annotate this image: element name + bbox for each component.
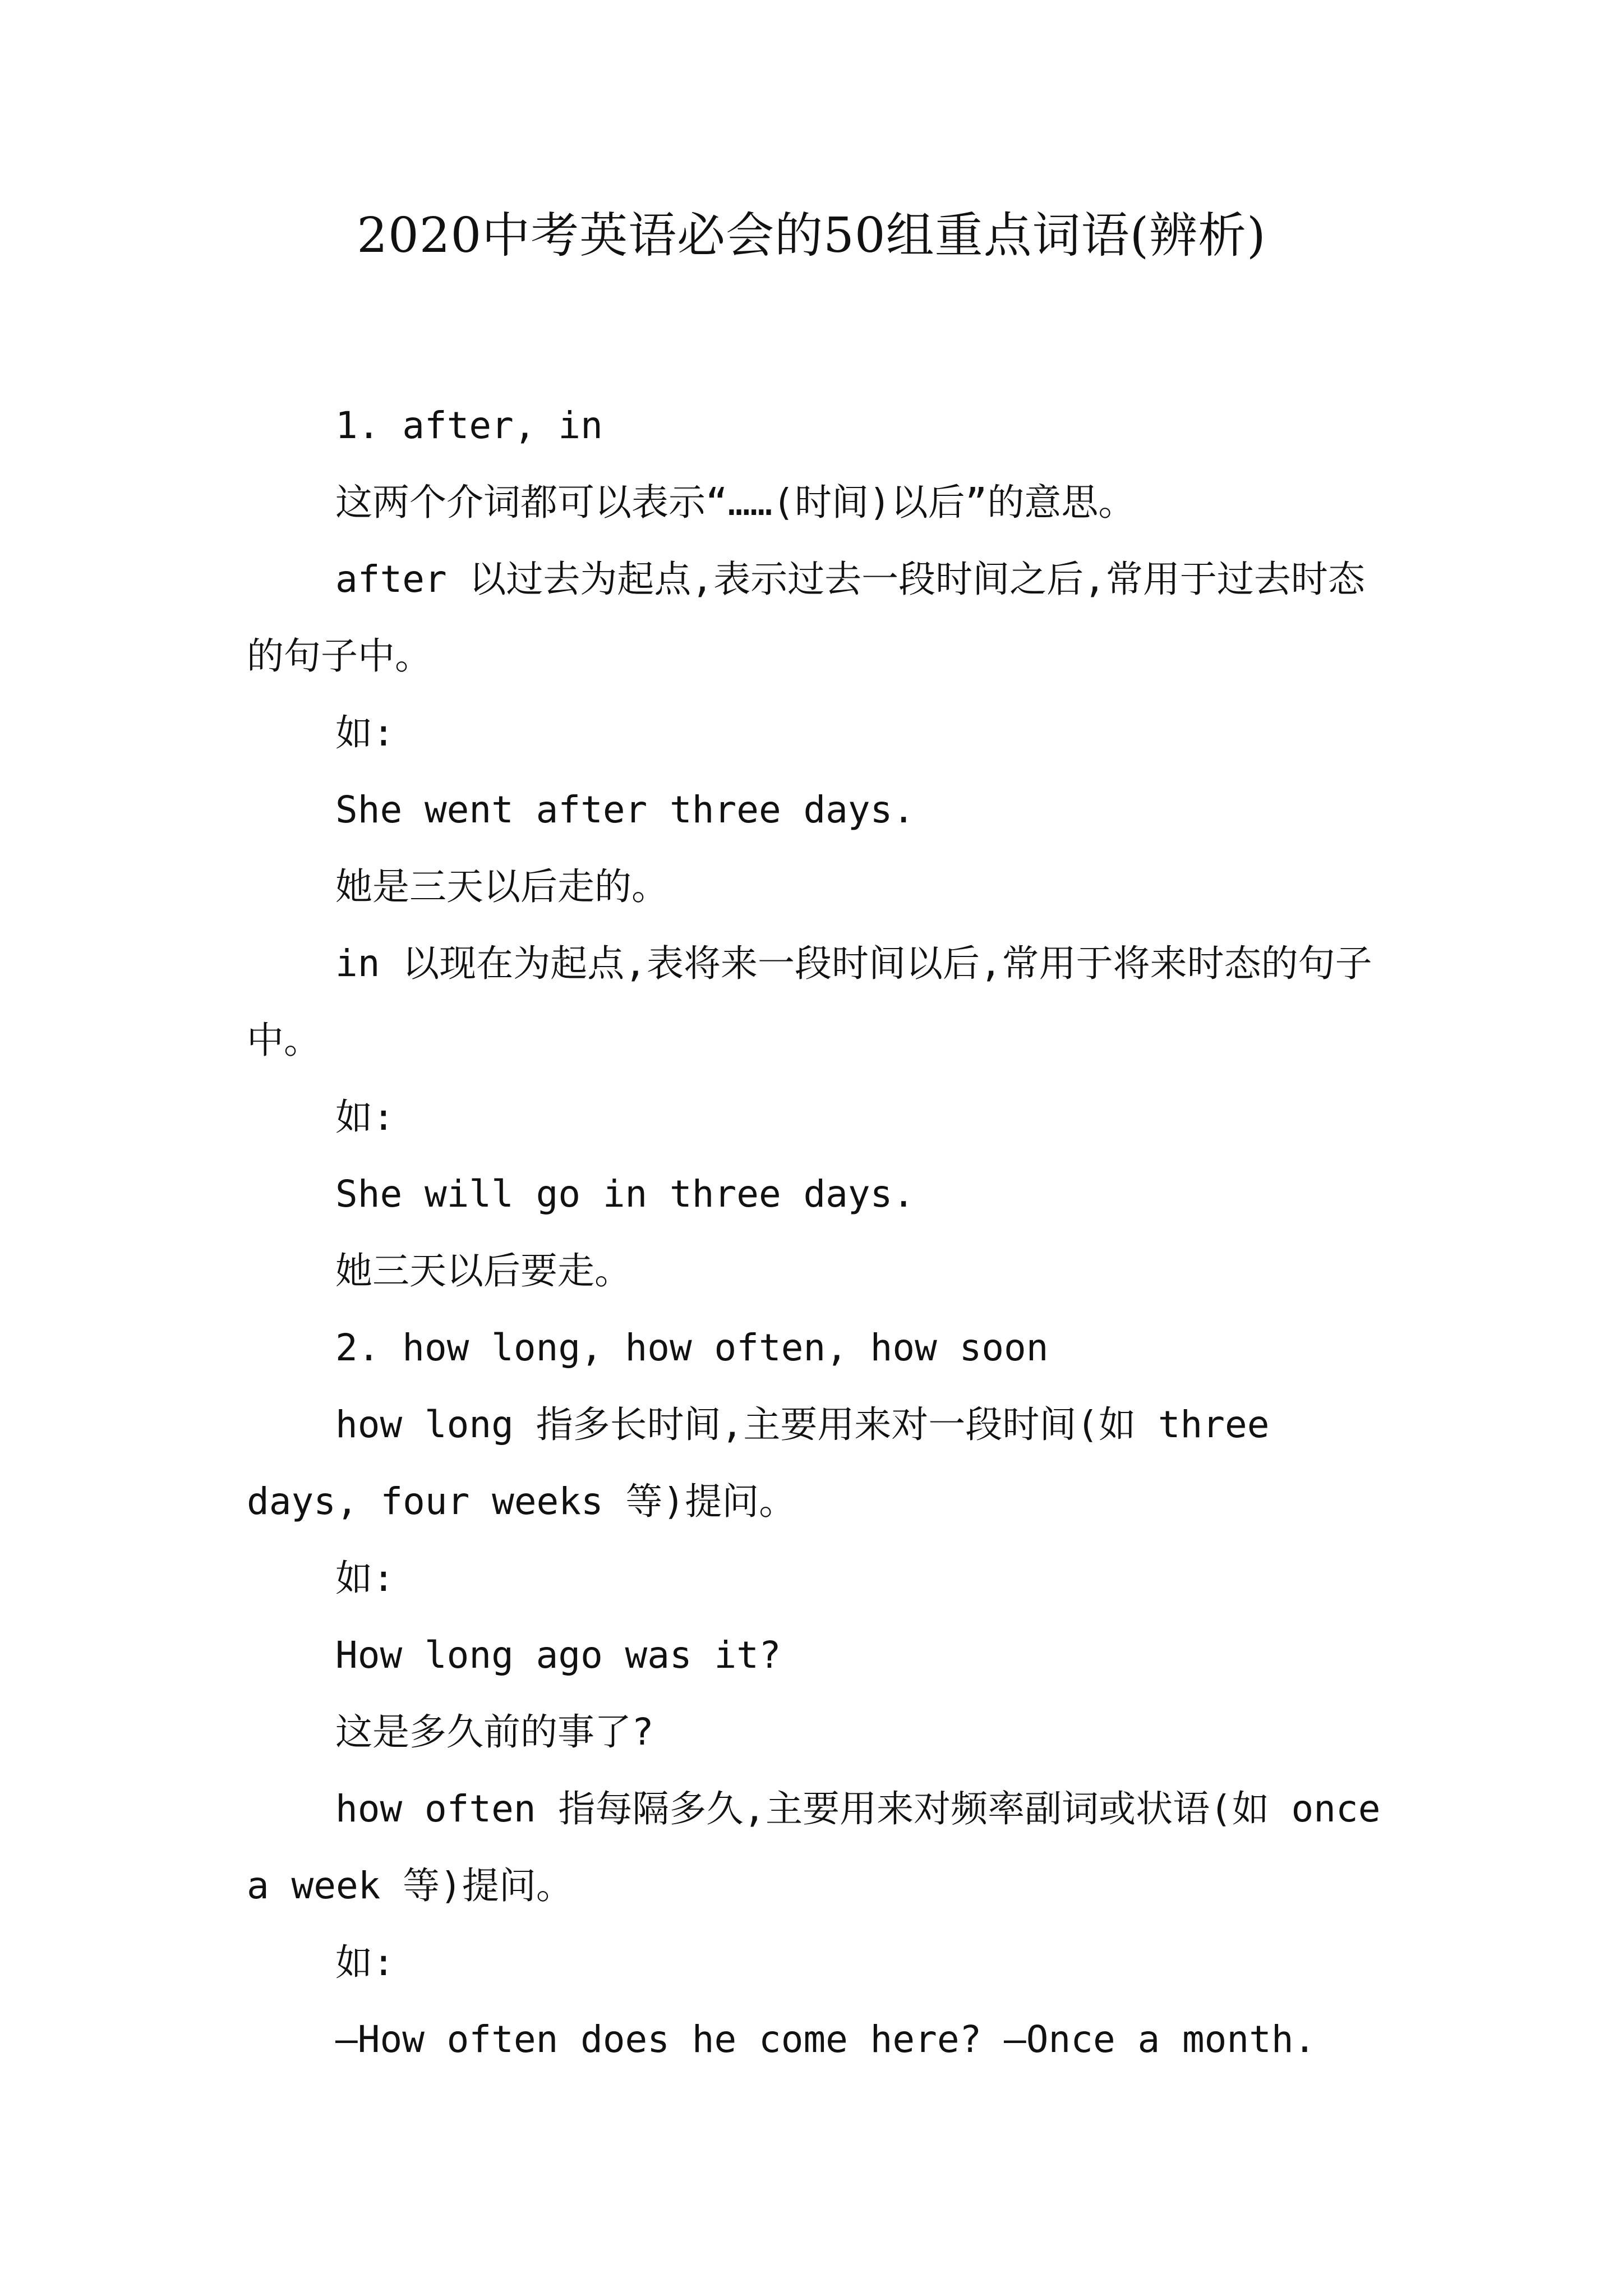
- document-title: 2020中考英语必会的50组重点词语(辨析): [357, 208, 1266, 264]
- paragraph: 这两个介词都可以表示“……(时间)以后”的意思。: [335, 481, 1136, 524]
- paragraph: 她是三天以后走的。: [335, 865, 668, 908]
- paragraph: How long ago was it?: [335, 1634, 781, 1677]
- paragraph: She went after three days.: [335, 788, 915, 831]
- paragraph: —How often does he come here? —Once a month.: [335, 2018, 1316, 2061]
- paragraph: She will go in three days.: [335, 1172, 915, 1216]
- paragraph: 如:: [335, 1096, 395, 1139]
- paragraph: 2. how long, how often, how soon: [335, 1326, 1049, 1369]
- paragraph: 1. after, in: [335, 404, 603, 447]
- paragraph: 如:: [335, 1557, 395, 1600]
- paragraph: how often 指每隔多久,主要用来对频率副词或状语(如 once a week 等)提问。: [247, 1787, 1381, 1907]
- paragraph: 如:: [335, 711, 395, 754]
- paragraph: 她三天以后要走。: [335, 1249, 631, 1292]
- document-body: [247, 387, 1385, 2078]
- paragraph: 这是多久前的事了?: [335, 1710, 654, 1754]
- paragraph: after 以过去为起点,表示过去一段时间之后,常用于过去时态的句子中。: [247, 558, 1365, 678]
- paragraph: how long 指多长时间,主要用来对一段时间(如 three days, four weeks 等)提问。: [247, 1403, 1270, 1523]
- paragraph: in 以现在为起点,表将来一段时间以后,常用于将来时态的句子中。: [247, 942, 1372, 1062]
- paragraph: 如:: [335, 1941, 395, 1984]
